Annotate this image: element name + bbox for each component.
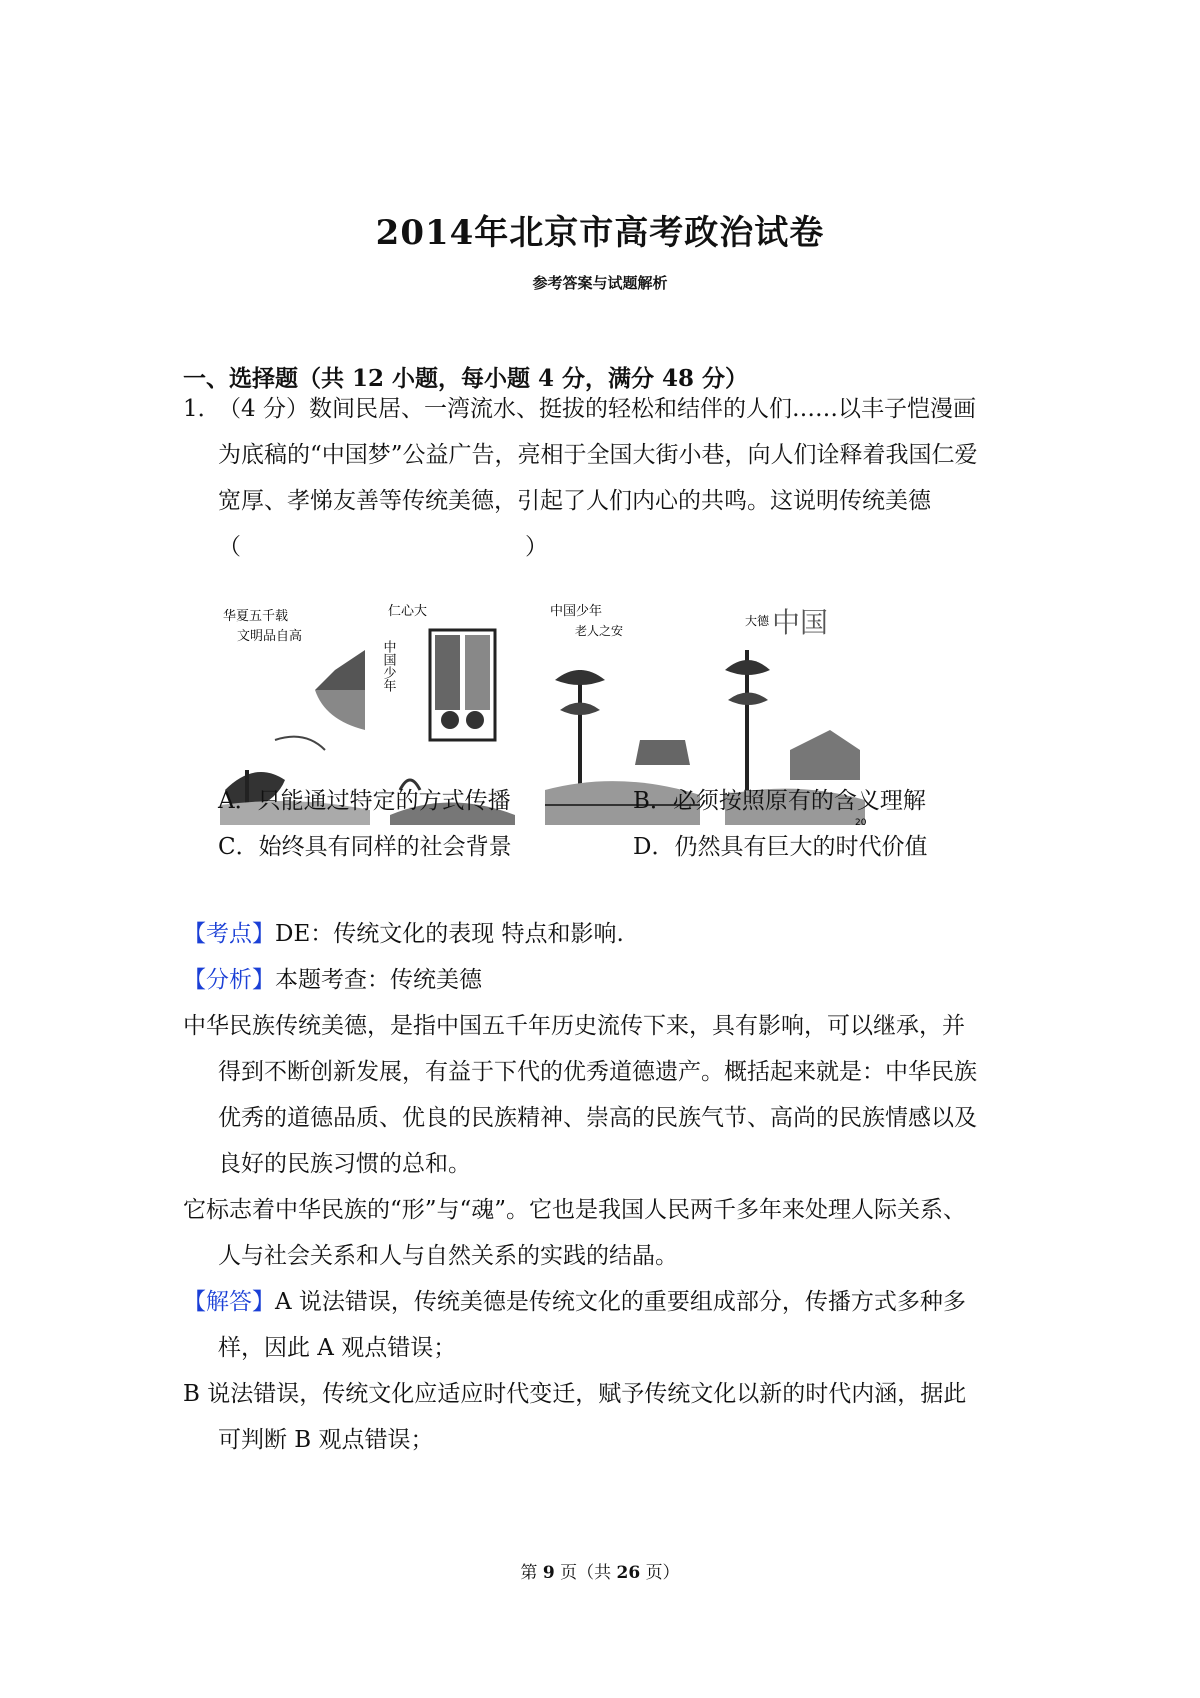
kaodian-row (183, 915, 624, 948)
page-title: 2014年北京市高考政治试卷 (375, 213, 825, 253)
kaodian-text: DE：传统文化的表现 特点和影响. (275, 921, 624, 947)
option-b[interactable]: B．必须按照原有的含义理解 (633, 788, 926, 814)
analysis-para1-line1: 中华民族传统美德，是指中国五千年历史流传下来，具有影响，可以继承，并 (183, 1013, 965, 1039)
illustration-1-caption-line-1: 华夏五千载 (223, 609, 289, 624)
jieda-b-line1: B 说法错误，传统文化应适应时代变迁，赋予传统文化以新的时代内涵，据此 (183, 1381, 967, 1407)
illustration-4-mark: 20 (855, 818, 867, 828)
footer-prefix: 第 (520, 1563, 538, 1583)
question-line-1: （4 分）数间民居、一湾流水、挺拔的轻松和结伴的人们……以丰子恺漫画 (218, 396, 976, 422)
question-line-2: 为底稿的“中国梦”公益广告，亮相于全国大街小巷，向人们诠释着我国仁爱 (218, 442, 978, 468)
illustration-4-caption-main: 中国 (772, 606, 829, 639)
jieda-b-line2: 可判断 B 观点错误； (218, 1427, 434, 1453)
footer-suffix: 页） (645, 1563, 680, 1583)
answer-paren-close: ） (525, 534, 548, 560)
analysis-para2-line1: 它标志着中华民族的“形”与“魂”。它也是我国人民两千多年来处理人际关系、 (183, 1197, 967, 1223)
option-d[interactable]: D．仍然具有巨大的时代价值 (633, 834, 928, 860)
fenxi-row (183, 961, 482, 994)
illustration-2-caption-top: 仁心大 (388, 604, 428, 619)
kaodian-tag: 【考点】 (183, 921, 275, 947)
question-number: 1． (183, 396, 221, 422)
option-c[interactable]: C．始终具有同样的社会背景 (218, 834, 512, 860)
illustration-3-caption-line-1: 中国少年 (550, 604, 603, 619)
jieda-line2: 样，因此 A 观点错误； (218, 1335, 457, 1361)
analysis-para1-line2: 得到不断创新发展，有益于下代的优秀道德遗产。概括起来就是：中华民族 (218, 1059, 977, 1085)
jieda-line1: A 说法错误，传统美德是传统文化的重要组成部分，传播方式多种多 (275, 1289, 966, 1315)
jieda-row (183, 1283, 966, 1316)
illustration-2-caption-col: 中国少年 (380, 640, 396, 692)
question-line-3: 宽厚、孝悌友善等传统美德，引起了人们内心的共鸣。这说明传统美德 (218, 488, 931, 514)
footer-middle: 页（共 (560, 1563, 612, 1583)
analysis-para1-line3: 优秀的道德品质、优良的民族精神、崇高的民族气节、高尚的民族情感以及 (218, 1105, 977, 1131)
jieda-tag: 【解答】 (183, 1289, 275, 1315)
analysis-para2-line2: 人与社会关系和人与自然关系的实践的结晶。 (218, 1243, 678, 1269)
illustration-1-caption-line-2: 文明品自高 (237, 629, 303, 644)
analysis-para1-line4: 良好的民族习惯的总和。 (218, 1151, 471, 1177)
illustration-3-caption-line-2: 老人之安 (575, 624, 624, 638)
option-a[interactable]: A．只能通过特定的方式传播 (218, 788, 511, 814)
page-subtitle: 参考答案与试题解析 (532, 274, 668, 292)
fenxi-text: 本题考查：传统美德 (275, 967, 482, 993)
footer-page-number: 9 (542, 1563, 555, 1583)
footer-total-pages: 26 (616, 1563, 641, 1583)
page-footer (0, 1558, 1200, 1583)
illustration-4-caption-prefix: 大德 (745, 614, 770, 628)
fenxi-tag: 【分析】 (183, 967, 275, 993)
section-heading: 一、选择题（共 12 小题，每小题 4 分，满分 48 分） (183, 365, 749, 392)
answer-paren-open: （ (218, 534, 241, 560)
